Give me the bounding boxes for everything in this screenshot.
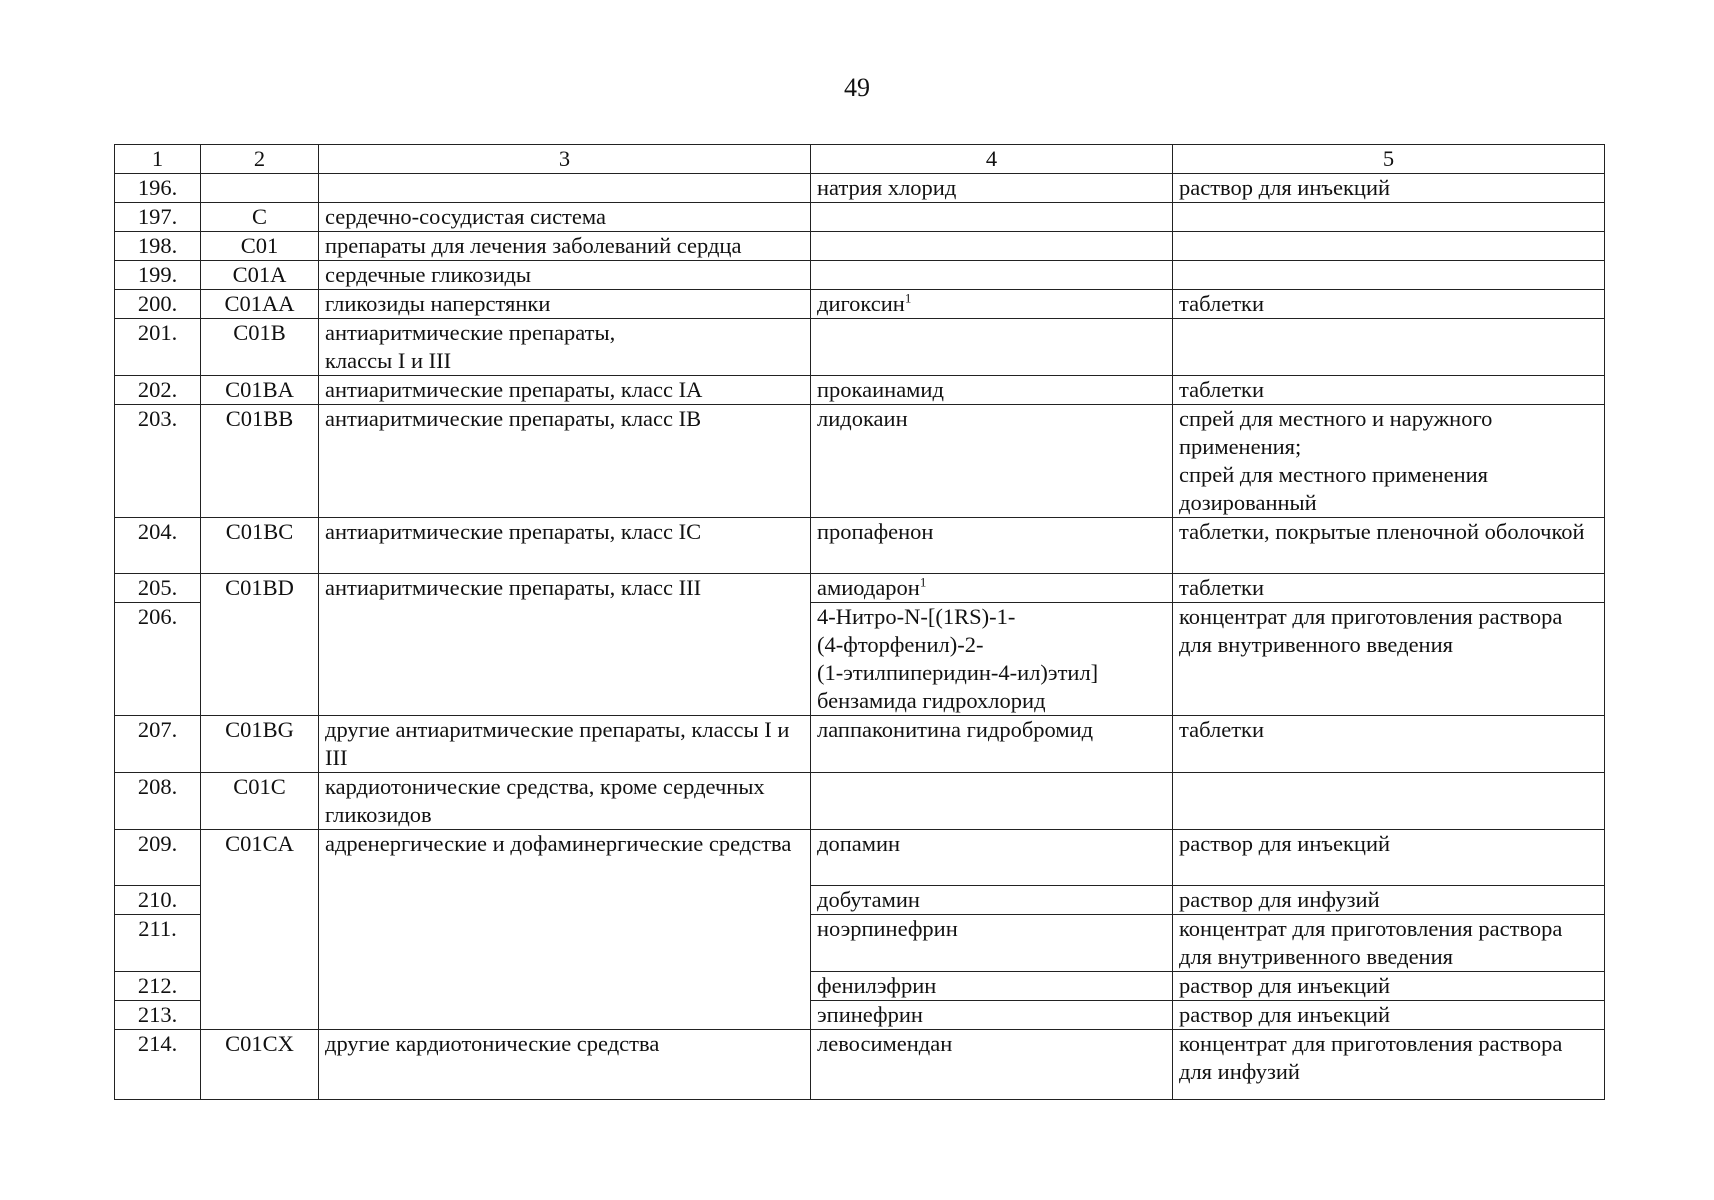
row-number: 210. xyxy=(115,886,201,915)
atc-group-name: гликозиды наперстянки xyxy=(319,290,811,319)
table-row xyxy=(115,773,1605,830)
dosage-form: концентрат для приготовления раствора для внутривенного введения xyxy=(1173,915,1605,972)
atc-code: C01BB xyxy=(201,405,319,518)
drug-name-text: прокаинамид xyxy=(817,377,944,402)
table-row xyxy=(115,203,1605,232)
dosage-form: раствор для инъекций xyxy=(1173,174,1605,203)
drug-name xyxy=(811,376,1173,405)
dosage-form: раствор для инфузий xyxy=(1173,886,1605,915)
drug-name xyxy=(811,518,1173,574)
atc-code: C01B xyxy=(201,319,319,376)
atc-code: C xyxy=(201,203,319,232)
drug-name xyxy=(811,574,1173,603)
dosage-form: раствор для инъекций xyxy=(1173,830,1605,886)
atc-code: C01CA xyxy=(201,830,319,1030)
atc-group-name: кардиотонические средства, кроме сердечных гликозидов xyxy=(319,773,811,830)
row-number: 202. xyxy=(115,376,201,405)
header-col-1: 1 xyxy=(115,145,201,174)
drug-name xyxy=(811,915,1173,972)
row-number: 204. xyxy=(115,518,201,574)
footnote-marker: 1 xyxy=(904,290,912,306)
row-number: 214. xyxy=(115,1030,201,1100)
atc-group-name: антиаритмические препараты, класс IB xyxy=(319,405,811,518)
dosage-form: таблетки, покрытые пленочной оболочкой xyxy=(1173,518,1605,574)
drug-name-text: лидокаин xyxy=(817,406,908,431)
drug-name xyxy=(811,603,1173,716)
drug-name xyxy=(811,1030,1173,1100)
page-number: 49 xyxy=(844,73,870,102)
table-row xyxy=(115,574,1605,603)
atc-group-name: антиаритмические препараты, класс IC xyxy=(319,518,811,574)
drug-name xyxy=(811,773,1173,830)
drug-name xyxy=(811,972,1173,1001)
drug-name xyxy=(811,261,1173,290)
table-row xyxy=(115,174,1605,203)
drug-name-text: допамин xyxy=(817,831,901,856)
header-col-4: 4 xyxy=(811,145,1173,174)
row-number: 199. xyxy=(115,261,201,290)
dosage-form xyxy=(1173,203,1605,232)
dosage-form: таблетки xyxy=(1173,716,1605,773)
table-row xyxy=(115,518,1605,574)
drug-name xyxy=(811,886,1173,915)
atc-group-name xyxy=(319,174,811,203)
atc-code: C01BD xyxy=(201,574,319,716)
atc-code: C01AA xyxy=(201,290,319,319)
header-col-5: 5 xyxy=(1173,145,1605,174)
footnote-marker: 1 xyxy=(919,574,927,590)
atc-code: C01 xyxy=(201,232,319,261)
dosage-form: таблетки xyxy=(1173,574,1605,603)
drug-name-text: лаппаконитина гидробромид xyxy=(817,717,1094,742)
atc-group-name: адренергические и дофаминергические средства xyxy=(319,830,811,1030)
atc-code: C01A xyxy=(201,261,319,290)
header-col-3: 3 xyxy=(319,145,811,174)
atc-group-name: сердечные гликозиды xyxy=(319,261,811,290)
dosage-form xyxy=(1173,232,1605,261)
header-row xyxy=(115,145,1605,174)
drug-name-text: 4-Нитро-N-[(1RS)-1- (4-фторфенил)-2- (1-этилпиперидин-4-ил)этил] бензамида гидрохлорид xyxy=(817,604,1099,713)
drug-name xyxy=(811,319,1173,376)
row-number: 205. xyxy=(115,574,201,603)
row-number: 209. xyxy=(115,830,201,886)
dosage-form: раствор для инъекций xyxy=(1173,972,1605,1001)
atc-group-name: сердечно-сосудистая система xyxy=(319,203,811,232)
table-row xyxy=(115,405,1605,518)
table-row xyxy=(115,290,1605,319)
row-number: 212. xyxy=(115,972,201,1001)
row-number: 207. xyxy=(115,716,201,773)
header-col-2: 2 xyxy=(201,145,319,174)
atc-code: C01BA xyxy=(201,376,319,405)
drug-name-text: пропафенон xyxy=(817,519,934,544)
table-row xyxy=(115,830,1605,886)
drug-name-text: левосимендан xyxy=(817,1031,953,1056)
row-number: 198. xyxy=(115,232,201,261)
drug-name-text: фенилэфрин xyxy=(817,973,937,998)
atc-code xyxy=(201,174,319,203)
table-row xyxy=(115,376,1605,405)
row-number: 200. xyxy=(115,290,201,319)
table-row xyxy=(115,716,1605,773)
atc-code: C01BG xyxy=(201,716,319,773)
row-number: 206. xyxy=(115,603,201,716)
dosage-form xyxy=(1173,773,1605,830)
atc-group-name: препараты для лечения заболеваний сердца xyxy=(319,232,811,261)
dosage-form: концентрат для приготовления раствора для инфузий xyxy=(1173,1030,1605,1100)
drug-name-text: амиодарон xyxy=(817,575,920,600)
dosage-form xyxy=(1173,319,1605,376)
drug-name-text: дигоксин xyxy=(817,291,905,316)
drug-name xyxy=(811,174,1173,203)
row-number: 203. xyxy=(115,405,201,518)
row-number: 196. xyxy=(115,174,201,203)
atc-group-name: антиаритмические препараты, класс III xyxy=(319,574,811,716)
atc-group-name: антиаритмические препараты, классы I и III xyxy=(319,319,811,376)
drug-name xyxy=(811,1001,1173,1030)
drug-table xyxy=(114,144,1605,1100)
drug-name-text: ноэрпинефрин xyxy=(817,916,958,941)
atc-code: C01CX xyxy=(201,1030,319,1100)
dosage-form: раствор для инъекций xyxy=(1173,1001,1605,1030)
dosage-form: таблетки xyxy=(1173,290,1605,319)
table-row xyxy=(115,261,1605,290)
atc-code: C01BC xyxy=(201,518,319,574)
row-number: 211. xyxy=(115,915,201,972)
dosage-form: спрей для местного и наружного применения; спрей для местного применения дозированный xyxy=(1173,405,1605,518)
drug-name xyxy=(811,232,1173,261)
atc-group-name: другие кардиотонические средства xyxy=(319,1030,811,1100)
table-row xyxy=(115,1030,1605,1100)
drug-name xyxy=(811,405,1173,518)
drug-name xyxy=(811,716,1173,773)
row-number: 213. xyxy=(115,1001,201,1030)
row-number: 197. xyxy=(115,203,201,232)
table-row xyxy=(115,232,1605,261)
dosage-form xyxy=(1173,261,1605,290)
atc-group-name: другие антиаритмические препараты, классы I и III xyxy=(319,716,811,773)
table-row xyxy=(115,319,1605,376)
drug-name xyxy=(811,290,1173,319)
drug-name-text: эпинефрин xyxy=(817,1002,923,1027)
drug-name-text: добутамин xyxy=(817,887,920,912)
drug-name-text: натрия хлорид xyxy=(817,175,957,200)
atc-code: C01C xyxy=(201,773,319,830)
row-number: 201. xyxy=(115,319,201,376)
row-number: 208. xyxy=(115,773,201,830)
drug-name xyxy=(811,830,1173,886)
atc-group-name: антиаритмические препараты, класс IA xyxy=(319,376,811,405)
dosage-form: концентрат для приготовления раствора для внутривенного введения xyxy=(1173,603,1605,716)
drug-name xyxy=(811,203,1173,232)
dosage-form: таблетки xyxy=(1173,376,1605,405)
